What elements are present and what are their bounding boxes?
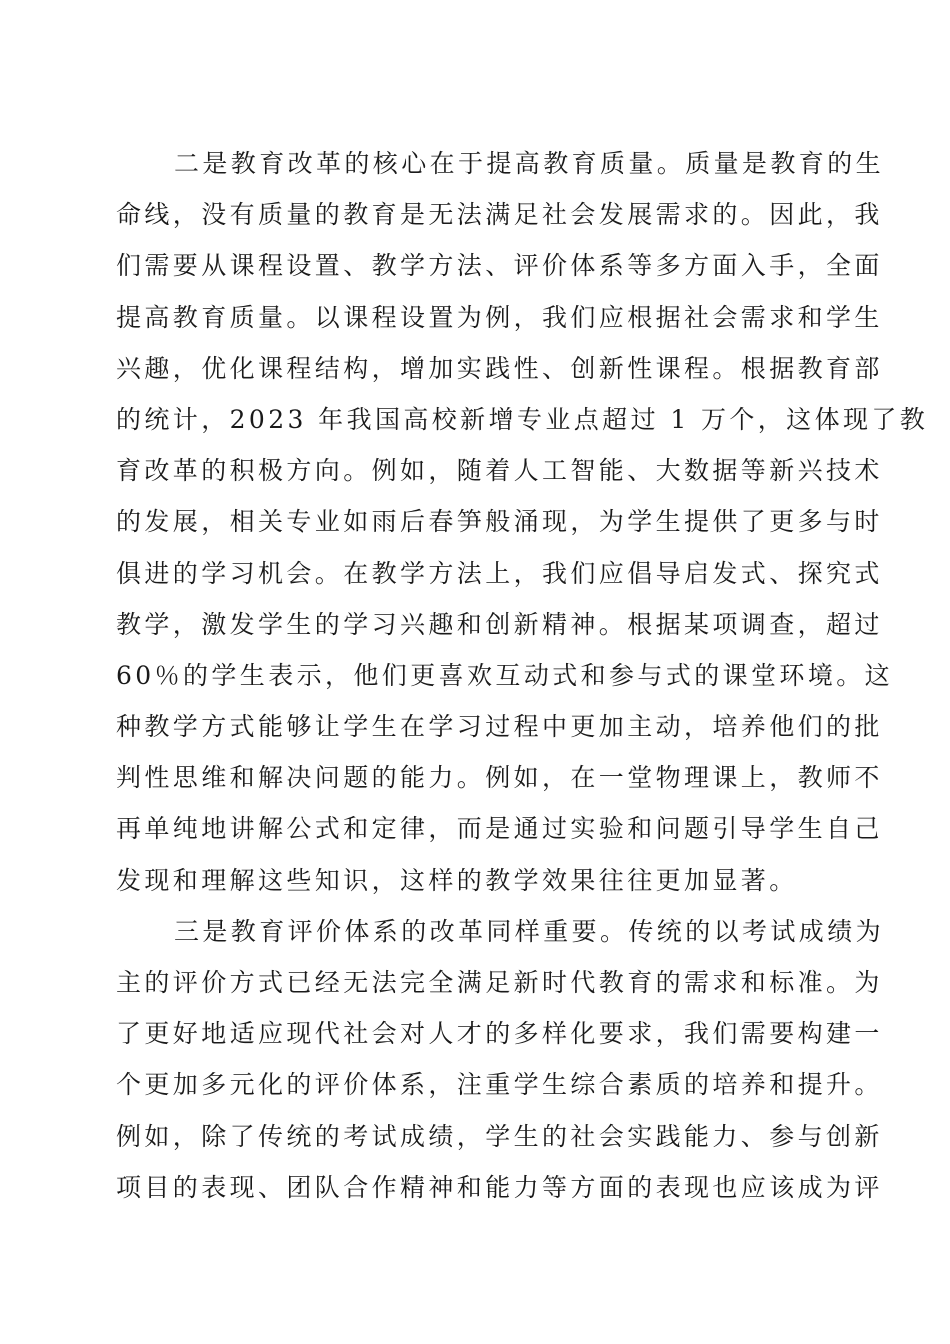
text-line: 的发展，相关专业如雨后春笋般涌现，为学生提供了更多与时 [116,507,883,537]
text-line: 提高教育质量。以课程设置为例，我们应根据社会需求和学生 [116,302,883,332]
paragraph-evaluation-reform [116,906,885,1213]
text-line: 育改革的积极方向。例如，随着人工智能、大数据等新兴技术 [116,456,883,486]
document-body [116,138,929,1213]
text-line: 再单纯地讲解公式和定律，而是通过实验和问题引导学生自己 [116,814,883,844]
text-line: 60％的学生表示，他们更喜欢互动式和参与式的课堂环境。这 [116,660,894,690]
text-line: 的统计，2023 年我国高校新增专业点超过 1 万个，这体现了教 [116,404,929,434]
text-line: 个更加多元化的评价体系，注重学生综合素质的培养和提升。 [116,1070,883,1100]
text-line: 发现和理解这些知识，这样的教学效果往往更加显著。 [116,865,798,895]
text-line: 例如，除了传统的考试成绩，学生的社会实践能力、参与创新 [116,1121,883,1151]
text-line: 俱进的学习机会。在教学方法上，我们应倡导启发式、探究式 [116,558,883,588]
text-line: 二是教育改革的核心在于提高教育质量。质量是教育的生 [174,149,885,178]
paragraph-education-quality [116,138,929,906]
text-line: 们需要从课程设置、教学方法、评价体系等多方面入手，全面 [116,251,883,281]
text-line: 了更好地适应现代社会对人才的多样化要求，我们需要构建一 [116,1019,883,1049]
text-line: 命线，没有质量的教育是无法满足社会发展需求的。因此，我 [116,200,883,230]
text-line: 兴趣，优化课程结构，增加实践性、创新性课程。根据教育部 [116,353,883,383]
text-line: 判性思维和解决问题的能力。例如，在一堂物理课上，教师不 [116,763,883,793]
text-line: 教学，激发学生的学习兴趣和创新精神。根据某项调查，超过 [116,609,883,639]
text-line: 三是教育评价体系的改革同样重要。传统的以考试成绩为 [174,916,885,946]
text-line: 主的评价方式已经无法完全满足新时代教育的需求和标准。为 [116,968,883,997]
text-line: 项目的表现、团队合作精神和能力等方面的表现也应该成为评 [116,1172,883,1202]
text-line: 种教学方式能够让学生在学习过程中更加主动，培养他们的批 [116,712,883,742]
